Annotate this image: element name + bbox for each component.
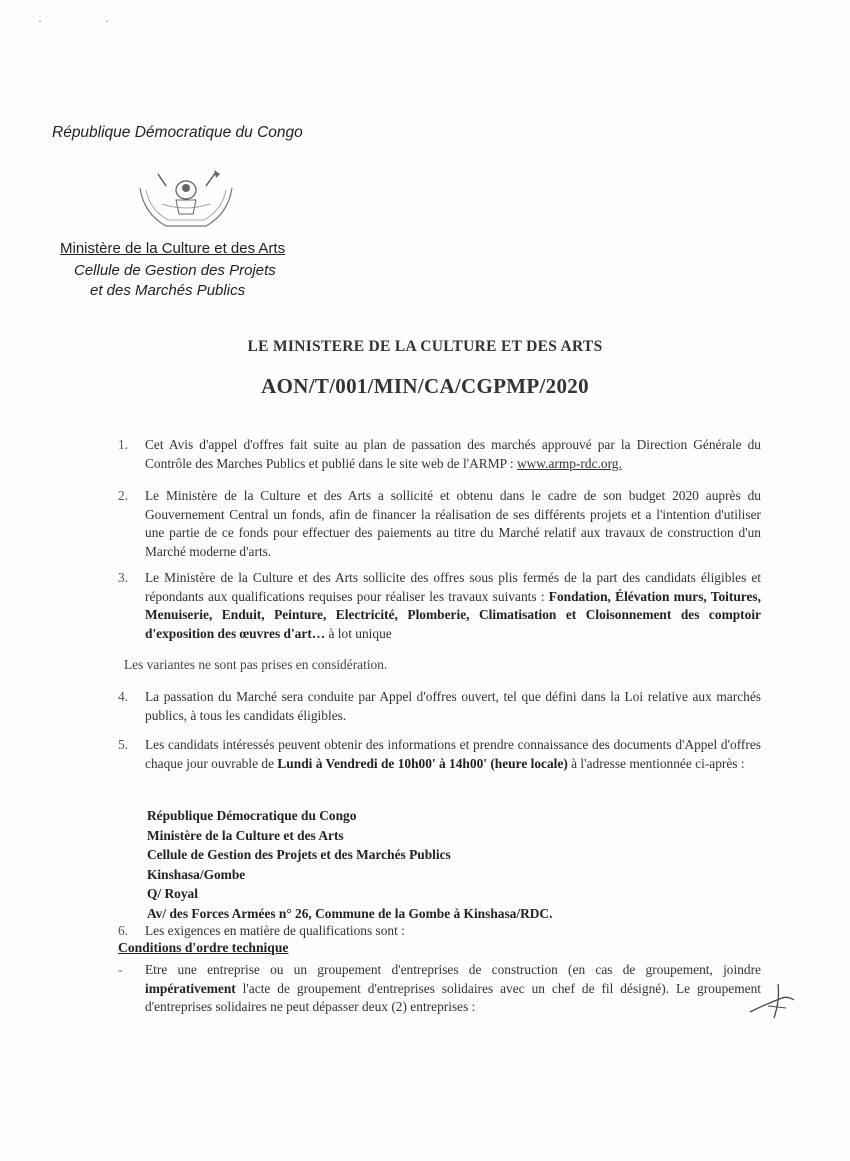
- tender-reference: AON/T/001/MIN/CA/CGPMP/2020: [261, 374, 589, 398]
- item-3-tail: à lot unique: [325, 625, 392, 641]
- item-number: 5.: [118, 737, 129, 752]
- item-5-hours: Lundi à Vendredi de 10h00' à 14h00' (heure locale): [277, 755, 568, 771]
- item-5-tail: à l'adresse mentionnée ci-après :: [567, 755, 745, 771]
- address-line: Cellule de Gestion des Projets et des Marchés Publics: [147, 847, 451, 863]
- coat-of-arms-emblem: [136, 168, 236, 232]
- address-line: Kinshasa/Gombe: [147, 866, 246, 882]
- address-line: Ministère de la Culture et des Arts: [147, 827, 344, 843]
- item-number: 6.: [118, 923, 129, 938]
- variantes-note: Les variantes ne sont pas prises en considération.: [124, 657, 388, 672]
- conditions-title: Conditions d'ordre technique: [118, 940, 289, 955]
- item-5-paragraph: [145, 736, 761, 773]
- item-5-text: Les candidats intéressés peuvent obtenir des informations et prendre connaissance des documents d'Appel d'offres chaque jour ouvrable de: [145, 737, 761, 771]
- scan-specks: · ·: [38, 14, 139, 28]
- item-number: 4.: [118, 689, 129, 704]
- condition-text-before: Etre une entreprise ou un groupement d'entreprises de construction (en cas de groupement, joindre: [145, 962, 761, 977]
- item-3-works-list: Fondation, Élévation murs, Toitures, Menuiserie, Enduit, Peinture, Electricité, Plomberie, Climatisation et Cloisonnement des comptoir d'exposition des œuvres d'art…: [145, 588, 761, 641]
- cellule-line-1: Cellule de Gestion des Projets: [74, 262, 276, 279]
- item-3-paragraph: [145, 569, 761, 643]
- condition-paragraph: [145, 961, 761, 1017]
- document-heading: LE MINISTERE DE LA CULTURE ET DES ARTS: [247, 338, 603, 355]
- item-6-paragraph: Les exigences en matière de qualifications sont :: [145, 923, 405, 938]
- item-4-paragraph: La passation du Marché sera conduite par Appel d'offres ouvert, tel que défini dans la Loi relative aux marchés publics, à tous les candidats éligibles.: [145, 689, 761, 723]
- condition-bold-word: impérativement: [145, 980, 236, 996]
- item-1-text: Cet Avis d'appel d'offres fait suite au plan de passation des marchés approuvé par la Direction Générale du Contrôle des Marches Publics et publié dans le site web de l'ARMP :: [145, 437, 761, 471]
- handwritten-initial-mark: [748, 982, 798, 1022]
- cellule-line-2: et des Marchés Publics: [90, 282, 246, 299]
- item-number: 1.: [118, 437, 129, 452]
- item-1-paragraph: [145, 436, 761, 473]
- address-line: Q/ Royal: [147, 886, 198, 902]
- item-2-paragraph: Le Ministère de la Culture et des Arts a sollicité et obtenu dans le cadre de son budget 2020 auprès du Gouvernement Central un fonds, afin de financer la réalisation de ses différents projets et a l'intention d'utiliser une partie de ce fonds pour effectuer des paiements au titre du Marché relatif aux travaux de construction d'un Marché moderne d'arts.: [145, 488, 761, 559]
- item-number: 2.: [118, 488, 129, 503]
- item-number: 3.: [118, 570, 129, 585]
- condition-text-after: l'acte de groupement d'entreprises solidaires avec un chef de fil désigné). Le groupement d'entreprises solidaires ne peut dépasser deux (2) entreprises :: [145, 980, 761, 1014]
- item-3-text: Le Ministère de la Culture et des Arts sollicite des offres sous plis fermés de la part des candidats éligibles et répondants aux qualifications requises pour réaliser les travaux suivants :: [145, 570, 761, 604]
- address-block: [147, 806, 552, 924]
- country-name: République Démocratique du Congo: [52, 124, 303, 141]
- address-line: Av/ des Forces Armées n° 26, Commune de la Gombe à Kinshasa/RDC.: [147, 905, 553, 921]
- address-line: République Démocratique du Congo: [147, 808, 357, 823]
- ministry-name: Ministère de la Culture et des Arts: [60, 240, 286, 257]
- armp-website-link[interactable]: www.armp-rdc.org.: [516, 455, 622, 471]
- condition-bullet: -: [118, 962, 123, 977]
